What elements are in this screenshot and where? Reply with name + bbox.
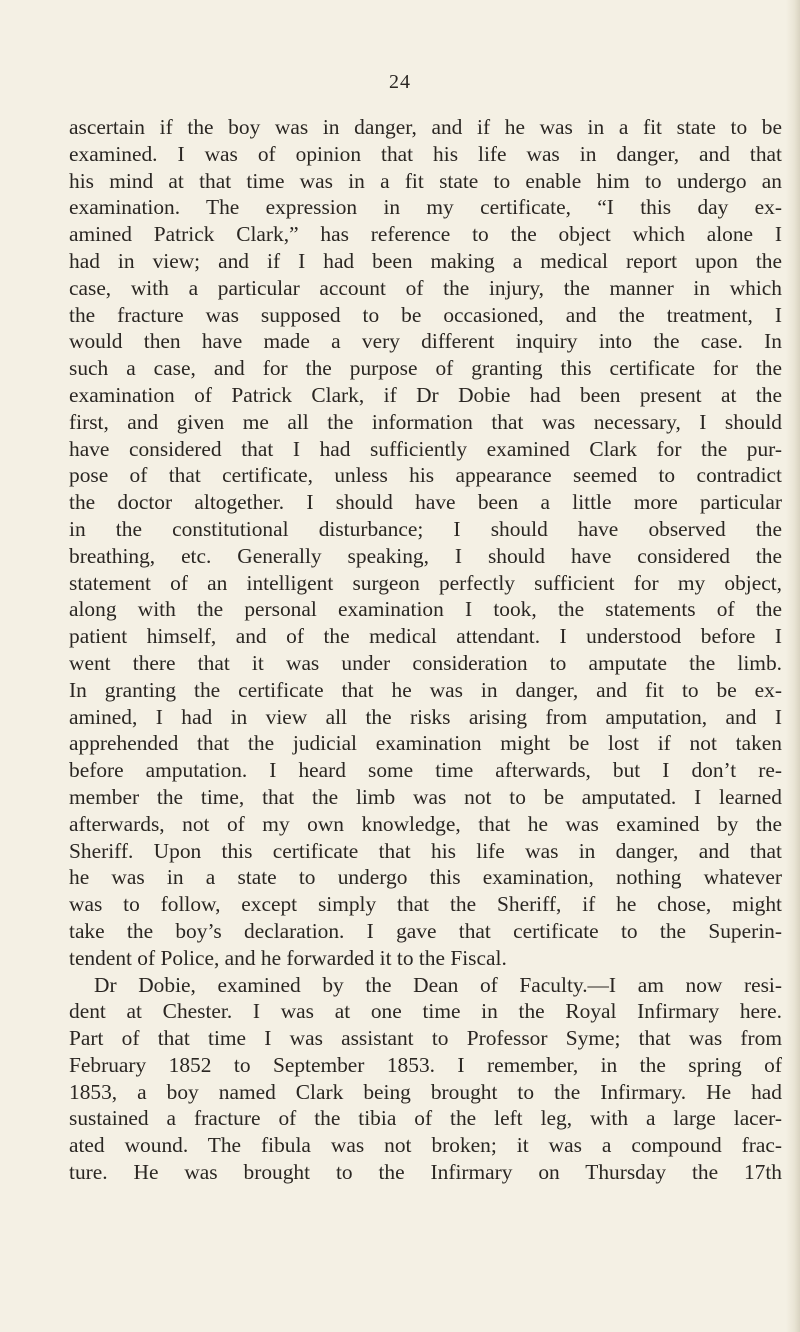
text-line: member the time, that the limb was not to be amputated. I learned [69,784,782,809]
text-line: examined. I was of opinion that his life was in danger, and that [69,141,782,166]
page-edge-shadow [786,0,800,1332]
text-line: amined Patrick Clark,” has reference to the object which alone I [69,222,782,247]
text-line: before amputation. I heard some time afterwards, but I don’t re- [69,758,782,783]
text-line: In granting the certificate that he was in danger, and fit to be ex- [69,677,782,702]
text-line: sustained a fracture of the tibia of the left leg, with a large lacer- [69,1106,782,1131]
page-number: 24 [389,71,411,93]
body-text [69,114,782,1186]
text-line: have considered that I had sufficiently examined Clark for the pur- [69,436,782,461]
text-line: pose of that certificate, unless his appearance seemed to contradict [69,463,782,488]
text-line: February 1852 to September 1853. I remember, in the spring of [69,1052,782,1077]
text-line: along with the personal examination I took, the statements of the [69,597,782,622]
text-line-paragraph-end: tendent of Police, and he forwarded it to the Fiscal. [69,945,507,970]
text-line: patient himself, and of the medical attendant. I understood before I [69,624,782,649]
text-line: in the constitutional disturbance; I should have observed the [69,516,782,541]
text-line: ascertain if the boy was in danger, and if he was in a fit state to be [69,115,782,139]
text-line: would then have made a very different inquiry into the case. In [69,329,782,354]
text-line: the doctor altogether. I should have been a little more particular [69,490,782,515]
text-line: such a case, and for the purpose of granting this certificate for the [69,356,782,381]
text-line: ated wound. The fibula was not broken; it was a compound frac- [69,1133,782,1158]
text-line: examination of Patrick Clark, if Dr Dobie had been present at the [69,382,782,407]
text-line: was to follow, except simply that the Sheriff, if he chose, might [69,892,782,917]
text-line: breathing, etc. Generally speaking, I should have considered the [69,543,782,568]
text-line: the fracture was supposed to be occasioned, and the treatment, I [69,302,782,327]
text-line: Sheriff. Upon this certificate that his life was in danger, and that [69,838,782,863]
text-line: he was in a state to undergo this examination, nothing whatever [69,865,782,890]
text-line: his mind at that time was in a fit state to enable him to undergo an [69,168,782,193]
text-line: first, and given me all the information that was necessary, I should [69,409,782,434]
text-line: case, with a particular account of the injury, the manner in which [69,275,782,300]
text-line: amined, I had in view all the risks arising from amputation, and I [69,704,782,729]
text-line: dent at Chester. I was at one time in the Royal Infirmary here. [69,999,782,1024]
text-line: Part of that time I was assistant to Professor Syme; that was from [69,1026,782,1051]
text-line: examination. The expression in my certificate, “I this day ex- [69,195,782,220]
text-line: statement of an intelligent surgeon perfectly sufficient for my object, [69,570,782,595]
text-line: had in view; and if I had been making a medical report upon the [69,248,782,273]
text-line: apprehended that the judicial examination might be lost if not taken [69,731,782,756]
text-line: take the boy’s declaration. I gave that certificate to the Superin- [69,918,782,943]
text-line: 1853, a boy named Clark being brought to the Infirmary. He had [69,1079,782,1104]
text-line: went there that it was under consideration to amputate the limb. [69,650,782,675]
text-line: afterwards, not of my own knowledge, that he was examined by the [69,811,782,836]
text-line-paragraph-start: Dr Dobie, examined by the Dean of Faculty.—I am now resi- [94,972,782,997]
text-line: ture. He was brought to the Infirmary on Thursday the 17th [69,1160,782,1185]
